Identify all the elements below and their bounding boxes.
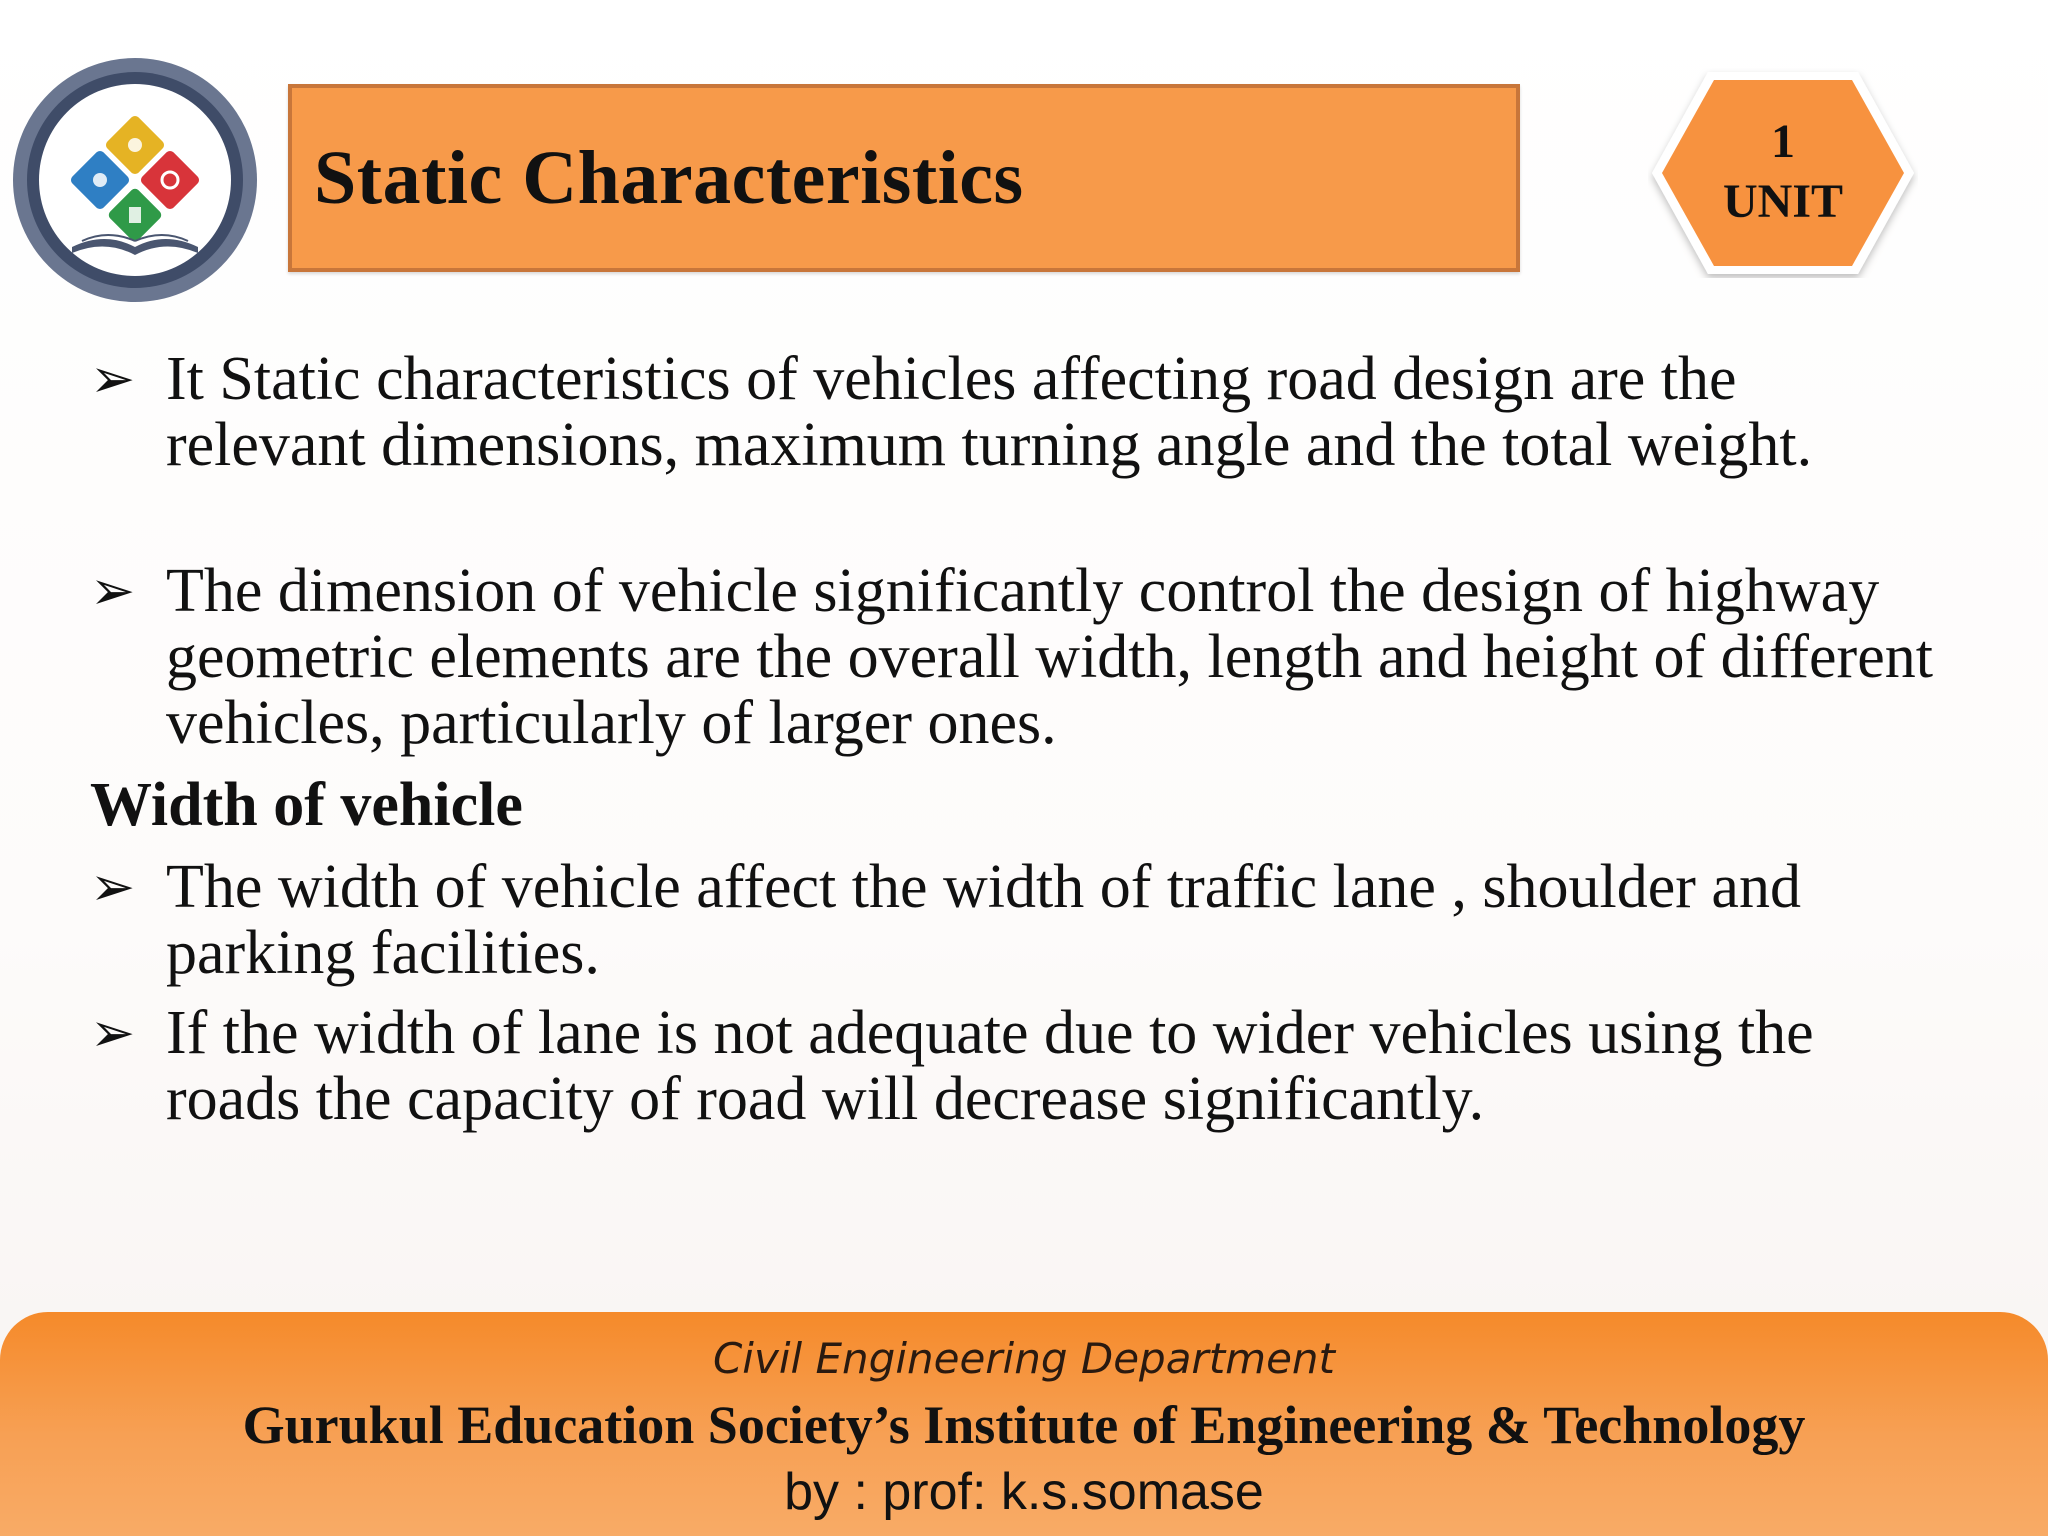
bullet-text: If the width of lane is not adequate due to wider vehicles using the roads the capacity of road will decrease significantly. [166, 999, 1814, 1133]
bullet-item [90, 346, 1950, 478]
institute-logo-icon [10, 55, 260, 305]
arrow-bullet-icon: ➢ [90, 561, 136, 621]
slide-title: Static Characteristics [314, 135, 1024, 220]
arrow-bullet-icon: ➢ [90, 857, 136, 917]
unit-number: 1 [1771, 115, 1795, 168]
unit-badge [1648, 112, 1918, 232]
bullet-text: The width of vehicle affect the width of traffic lane , shoulder and parking facilities. [166, 853, 1801, 987]
department-name: Civil Engineering Department [712, 1334, 1336, 1383]
arrow-bullet-icon: ➢ [90, 349, 136, 409]
bullet-text: It Static characteristics of vehicles affecting road design are the relevant dimensions, maximum turning angle and the total weight. [166, 345, 1813, 479]
title-banner [288, 84, 1520, 272]
institute-name: Gurukul Education Society’s Institute of Engineering & Technology [242, 1395, 1806, 1455]
bullet-item [90, 1000, 1950, 1132]
arrow-bullet-icon: ➢ [90, 1003, 136, 1063]
section-subheading: Width of vehicle [90, 771, 523, 839]
unit-label: UNIT [1722, 175, 1844, 228]
bullet-item [90, 558, 1950, 756]
bullet-text: The dimension of vehicle significantly control the design of highway geometric elements are the overall width, length and height of different vehicles, particularly of larger ones. [166, 557, 1933, 757]
bullet-item [90, 854, 1950, 986]
footer-banner [0, 1312, 2048, 1536]
author-credit: by : prof: k.s.somase [784, 1463, 1264, 1521]
